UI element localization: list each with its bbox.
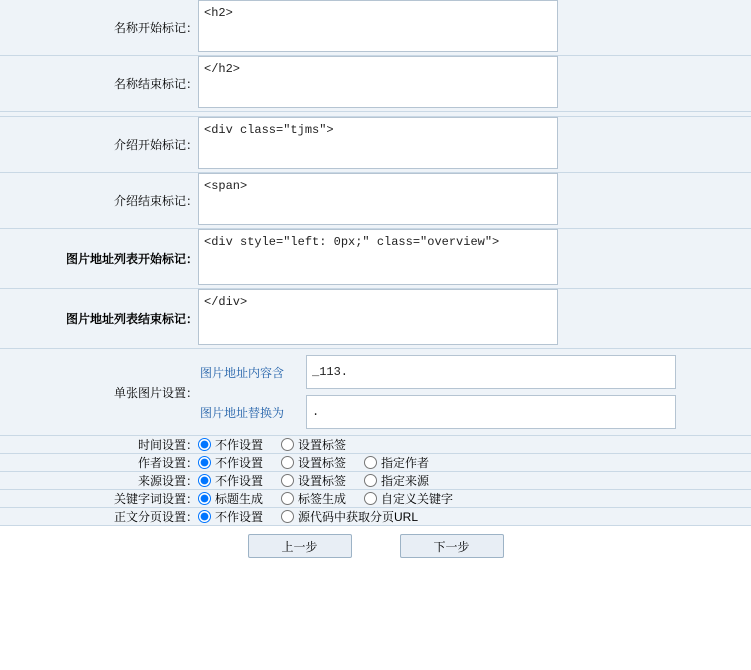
label-author-setting-cell [0,454,198,472]
image-url-contains-input[interactable] [306,355,676,389]
radio-time-none-label: 不作设置 [215,438,264,452]
radio-author-none-input[interactable] [198,456,211,469]
field-intro-end-cell [198,173,751,229]
field-name-start-cell [198,0,751,56]
field-time-setting-cell [198,436,751,454]
label-pagination-setting: 正文分页设置： [113,510,198,524]
label-single-image-cell [0,349,198,436]
form-row-imagelist-start [0,229,751,289]
single-image-contains-row [198,355,751,389]
radio-source-tag-label: 设置标签 [298,474,347,488]
radio-keyword-tag[interactable] [281,490,346,507]
radio-time-tag-label: 设置标签 [298,438,347,452]
label-name-end: 名称结束标记： [113,77,198,91]
radio-pagination-source[interactable] [281,508,418,525]
radio-source-specify[interactable] [364,472,429,489]
wizard-button-bar [0,526,751,572]
radio-pagination-source-input[interactable] [281,510,294,523]
prev-step-button[interactable]: 上一步 [248,534,352,558]
imagelist-end-tag-input[interactable] [198,289,558,345]
name-start-tag-input[interactable] [198,0,558,52]
radio-author-specify-label: 指定作者 [381,456,430,470]
radio-keyword-custom-input[interactable] [364,492,377,505]
label-single-image: 单张图片设置： [113,385,198,400]
pagination-setting-radio-group [198,508,751,525]
label-source-setting: 来源设置： [137,474,198,488]
radio-author-tag-input[interactable] [281,456,294,469]
form-row-time-setting [0,436,751,454]
form-row-imagelist-end [0,289,751,349]
label-keyword-setting-cell [0,490,198,508]
label-intro-end-cell [0,173,198,229]
form-row-keyword-setting [0,490,751,508]
name-end-tag-input[interactable] [198,56,558,108]
radio-keyword-title[interactable] [198,490,263,507]
radio-author-none[interactable] [198,454,263,471]
radio-pagination-none[interactable] [198,508,263,525]
author-setting-radio-group [198,454,751,471]
label-intro-end: 介绍结束标记： [113,194,198,208]
label-time-setting-cell [0,436,198,454]
field-name-end-cell [198,56,751,112]
form-row-pagination-setting [0,508,751,526]
radio-time-tag-input[interactable] [281,438,294,451]
radio-keyword-tag-label: 标签生成 [298,492,347,506]
radio-author-tag[interactable] [281,454,346,471]
wizard-button-wrap [0,534,751,558]
radio-author-none-label: 不作设置 [215,456,264,470]
label-name-start-cell [0,0,198,56]
radio-keyword-custom[interactable] [364,490,453,507]
label-name-end-cell [0,56,198,112]
label-imagelist-end-cell [0,289,198,349]
intro-start-tag-input[interactable] [198,117,558,169]
label-source-setting-cell [0,472,198,490]
form-row-intro-end [0,173,751,229]
radio-keyword-title-label: 标题生成 [215,492,264,506]
radio-author-specify[interactable] [364,454,429,471]
form-row-name-end [0,56,751,112]
intro-end-tag-input[interactable] [198,173,558,225]
radio-author-specify-input[interactable] [364,456,377,469]
radio-source-none[interactable] [198,472,263,489]
field-source-setting-cell [198,472,751,490]
form-row-author-setting [0,454,751,472]
field-single-image-cell [198,349,751,436]
image-url-replace-input[interactable] [306,395,676,429]
label-image-url-replace: 图片地址替换为 [200,405,285,420]
next-step-button[interactable]: 下一步 [400,534,504,558]
field-author-setting-cell [198,454,751,472]
radio-source-none-label: 不作设置 [215,474,264,488]
label-imagelist-start: 图片地址列表开始标记： [65,252,198,266]
label-name-start: 名称开始标记： [113,21,198,35]
radio-keyword-title-input[interactable] [198,492,211,505]
label-intro-start-cell [0,117,198,173]
form-row-intro-start [0,117,751,173]
label-imagelist-end: 图片地址列表结束标记： [65,312,198,326]
time-setting-radio-group [198,436,751,453]
form-row-source-setting [0,472,751,490]
label-author-setting: 作者设置： [137,456,198,470]
radio-time-none-input[interactable] [198,438,211,451]
radio-pagination-none-label: 不作设置 [215,510,264,524]
form-row-single-image [0,349,751,436]
radio-keyword-custom-label: 自定义关键字 [381,492,454,506]
imagelist-start-tag-input[interactable] [198,229,558,285]
label-pagination-setting-cell [0,508,198,526]
single-image-replace-row [198,395,751,429]
label-time-setting: 时间设置： [137,438,198,452]
field-imagelist-start-cell [198,229,751,289]
label-imagelist-start-cell [0,229,198,289]
form-row-name-start [0,0,751,56]
field-keyword-setting-cell [198,490,751,508]
radio-time-tag[interactable] [281,436,346,453]
field-imagelist-end-cell [198,289,751,349]
field-pagination-setting-cell [198,508,751,526]
radio-time-none[interactable] [198,436,263,453]
radio-source-tag[interactable] [281,472,346,489]
label-intro-start: 介绍开始标记： [113,138,198,152]
radio-author-tag-label: 设置标签 [298,456,347,470]
radio-source-specify-label: 指定来源 [381,474,430,488]
label-image-url-contains: 图片地址内容含 [200,365,285,380]
radio-keyword-tag-input[interactable] [281,492,294,505]
label-keyword-setting: 关键字词设置： [113,492,198,506]
field-intro-start-cell [198,117,751,173]
source-setting-radio-group [198,472,751,489]
keyword-setting-radio-group [198,490,751,507]
radio-source-specify-input[interactable] [364,474,377,487]
radio-pagination-source-label: 源代码中获取分页URL [298,510,419,524]
radio-pagination-none-input[interactable] [198,510,211,523]
radio-source-none-input[interactable] [198,474,211,487]
radio-source-tag-input[interactable] [281,474,294,487]
